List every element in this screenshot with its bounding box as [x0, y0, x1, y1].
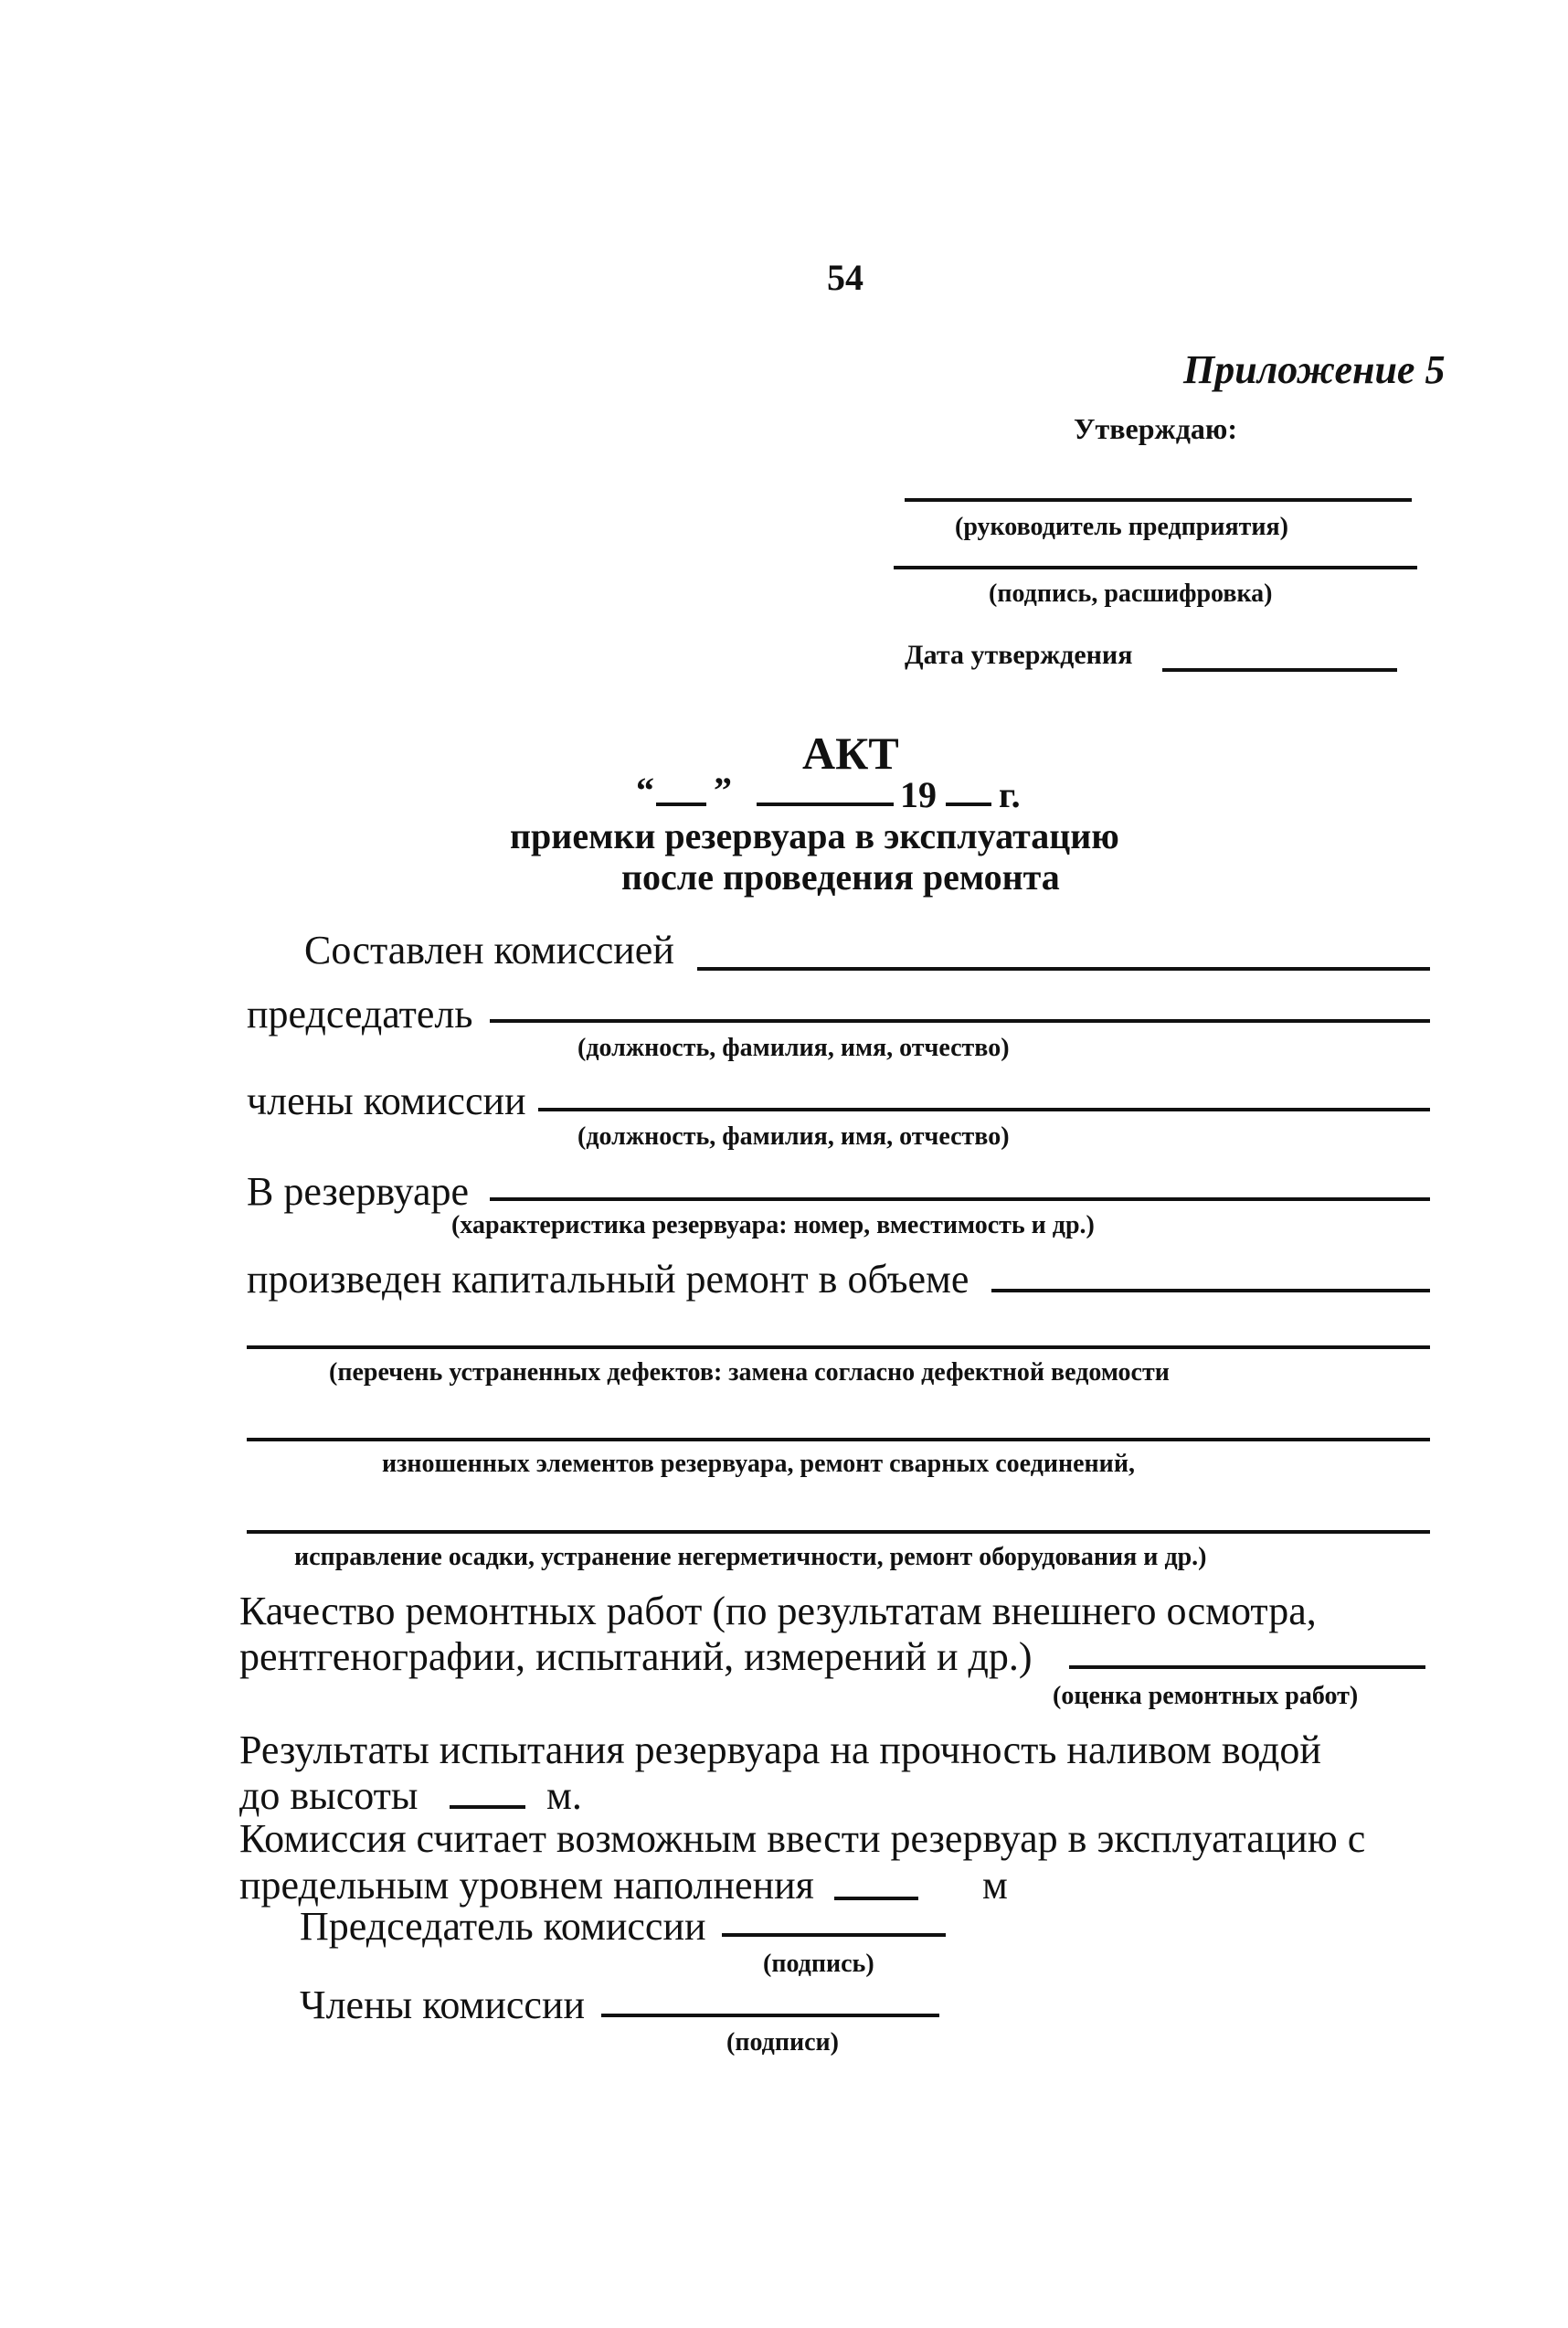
tank-caption: (характеристика резервуара: номер, вместимость и др.): [451, 1211, 1095, 1239]
act-subtitle-2: после проведения ремонта: [621, 856, 1060, 898]
members-label: члены комиссии: [247, 1079, 526, 1123]
defects-caption-1: (перечень устраненных дефектов: замена согласно дефектной ведомости: [329, 1358, 1170, 1387]
defects-line-1[interactable]: [247, 1345, 1430, 1349]
members-signature-label: Члены комиссии: [300, 1983, 586, 2027]
signature-line[interactable]: [894, 566, 1417, 569]
members-line[interactable]: [538, 1108, 1430, 1111]
date-month-line[interactable]: [757, 803, 894, 806]
fill-level-line[interactable]: [834, 1897, 918, 1900]
members-signature-line[interactable]: [601, 2014, 939, 2017]
approve-label: Утверждаю:: [1074, 412, 1237, 445]
defects-line-3[interactable]: [247, 1530, 1430, 1534]
members-signature-caption: (подписи): [726, 2028, 839, 2057]
conclusion-line-2-prefix: предельным уровнем наполнения: [239, 1863, 814, 1908]
quality-line-1: Качество ремонтных работ (по результатам внешнего осмотра,: [239, 1589, 1317, 1633]
test-height-line[interactable]: [450, 1805, 525, 1809]
repair-label: произведен капитальный ремонт в объеме: [247, 1257, 969, 1302]
test-line-2-prefix: до высоты: [239, 1773, 418, 1818]
repair-line[interactable]: [991, 1289, 1430, 1292]
defects-line-2[interactable]: [247, 1438, 1430, 1441]
approval-date-label: Дата утверждения: [905, 640, 1133, 670]
quality-line[interactable]: [1069, 1665, 1425, 1669]
tank-line[interactable]: [490, 1197, 1430, 1201]
tank-label: В резервуаре: [247, 1169, 470, 1214]
defects-caption-2: изношенных элементов резервуара, ремонт сварных соединений,: [382, 1450, 1135, 1478]
appendix-label: Приложение 5: [1183, 347, 1446, 392]
date-year-prefix: 19: [900, 774, 937, 815]
conclusion-line-2-unit: м: [982, 1863, 1008, 1908]
approval-date-line[interactable]: [1162, 668, 1397, 672]
quality-line-2: рентгенографии, испытаний, измерений и др.): [239, 1634, 1033, 1679]
test-line-1: Результаты испытания резервуара на прочность наливом водой: [239, 1727, 1321, 1772]
act-subtitle-1: приемки резервуара в эксплуатацию: [510, 815, 1119, 856]
composed-line[interactable]: [697, 967, 1430, 971]
chairman-signature-line[interactable]: [722, 1933, 946, 1937]
defects-caption-3: исправление осадки, устранение негерметичности, ремонт оборудования и др.): [294, 1543, 1207, 1571]
page-number: 54: [827, 257, 863, 298]
act-title: АКТ: [802, 728, 899, 779]
position-caption-1: (должность, фамилия, имя, отчество): [577, 1034, 1010, 1062]
position-caption-2: (должность, фамилия, имя, отчество): [577, 1122, 1010, 1151]
test-line-2-unit: м.: [546, 1773, 582, 1818]
conclusion-line-1: Комиссия считает возможным ввести резервуар в эксплуатацию с: [239, 1816, 1366, 1861]
chairman-signature-caption: (подпись): [763, 1950, 874, 1978]
date-open-quote: “: [636, 770, 654, 811]
date-close-quote: ”: [714, 770, 732, 811]
chairman-signature-label: Председатель комиссии: [300, 1904, 706, 1949]
date-year-suffix: г.: [999, 774, 1021, 815]
composed-label: Составлен комиссией: [304, 928, 674, 973]
date-day-line[interactable]: [656, 803, 706, 806]
chairman-line[interactable]: [490, 1019, 1430, 1023]
quality-caption: (оценка ремонтных работ): [1053, 1682, 1359, 1710]
head-signature-line[interactable]: [905, 498, 1412, 502]
head-caption: (руководитель предприятия): [955, 513, 1288, 541]
signature-caption: (подпись, расшифровка): [989, 579, 1273, 608]
date-year-line[interactable]: [946, 803, 991, 806]
chairman-label: председатель: [247, 992, 473, 1036]
